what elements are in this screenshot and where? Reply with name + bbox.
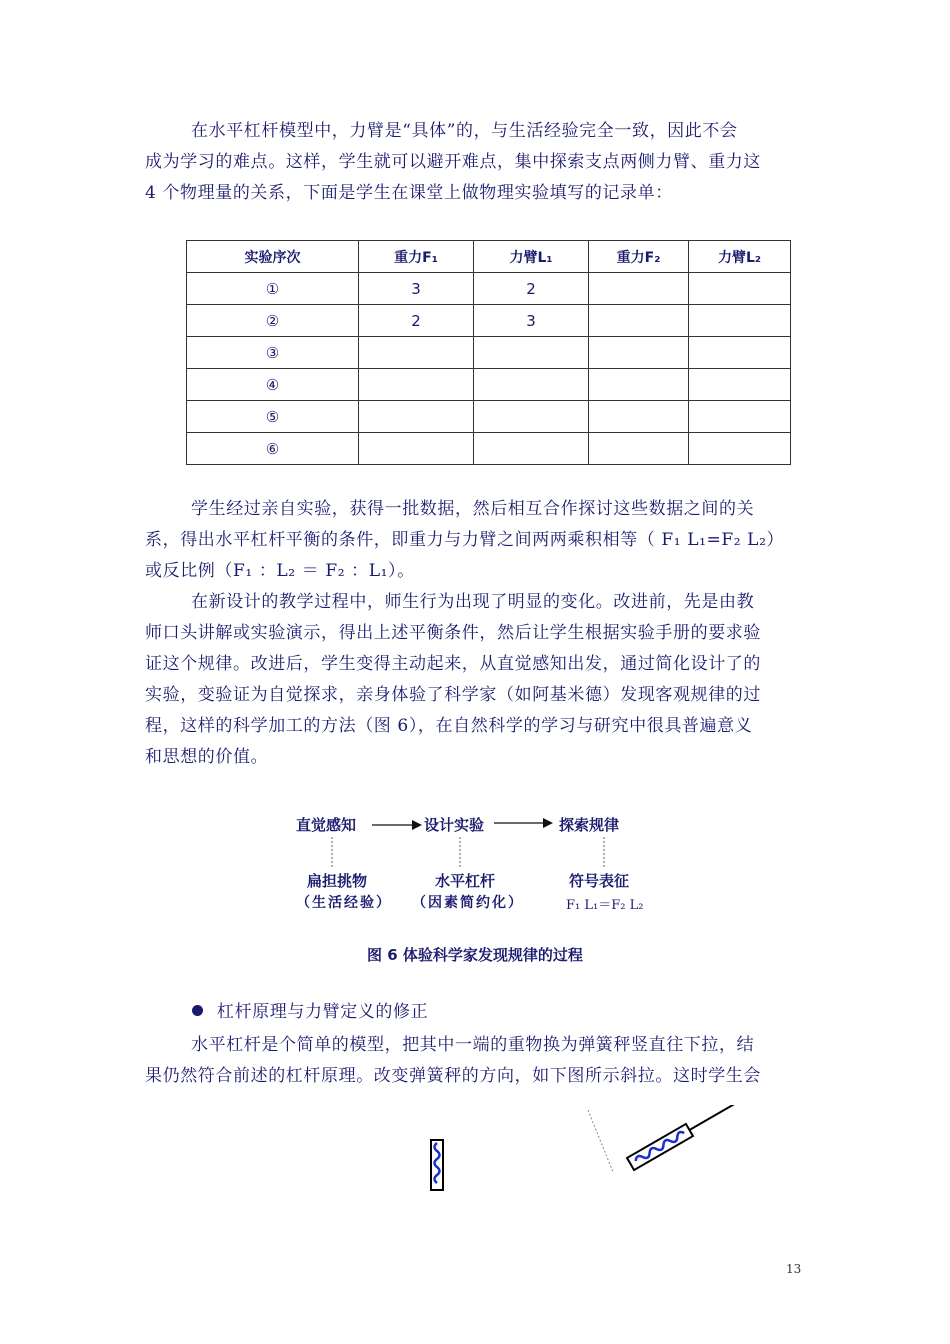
table-cell bbox=[359, 433, 474, 465]
table-cell: 3 bbox=[359, 273, 474, 305]
text-line: 在水平杠杆模型中，力臂是“具体”的，与生活经验完全一致，因此不会 bbox=[191, 121, 738, 141]
table-cell bbox=[589, 433, 689, 465]
text-line: 在新设计的教学过程中，师生行为出现了明显的变化。改进前，先是由教 bbox=[191, 592, 755, 612]
table-row bbox=[187, 305, 791, 337]
sub-symbolic: 符号表征 bbox=[569, 872, 630, 890]
table-cell bbox=[589, 305, 689, 337]
table-header-cell: 重力F₁ bbox=[359, 241, 474, 273]
paragraph-teaching bbox=[145, 587, 807, 773]
table-cell bbox=[359, 401, 474, 433]
step-design-experiment: 设计实验 bbox=[424, 816, 485, 834]
table-cell bbox=[589, 401, 689, 433]
table-cell bbox=[359, 369, 474, 401]
spring-scale-figure bbox=[420, 1105, 760, 1205]
table-row bbox=[187, 433, 791, 465]
table-header-cell: 实验序次 bbox=[187, 241, 359, 273]
angled-spring-scale-icon bbox=[627, 1105, 743, 1170]
sub-horizontal-lever: 水平杠杆 bbox=[435, 872, 496, 890]
table-cell: 2 bbox=[359, 305, 474, 337]
table-cell bbox=[689, 337, 791, 369]
table-cell bbox=[474, 337, 589, 369]
step-explore-law: 探索规律 bbox=[559, 816, 620, 834]
text-line: 水平杠杆是个简单的模型，把其中一端的重物换为弹簧秤竖直往下拉，结 bbox=[191, 1035, 755, 1055]
paragraph-results bbox=[145, 494, 807, 587]
table-cell bbox=[689, 369, 791, 401]
table-row bbox=[187, 273, 791, 305]
table-cell bbox=[474, 401, 589, 433]
sub-carrying-pole: 扁担挑物 bbox=[307, 872, 368, 890]
text-line: 系，得出水平杠杆平衡的条件，即重力与力臂之间两两乘积相等（ F₁ L₁=F₂ L₂） bbox=[145, 530, 785, 550]
text-line: 学生经过亲自实验，获得一批数据，然后相互合作探讨这些数据之间的关 bbox=[191, 499, 755, 519]
table-cell bbox=[359, 337, 474, 369]
text-line: 和思想的价值。 bbox=[145, 747, 269, 767]
section-bullet bbox=[192, 997, 428, 1022]
table-cell bbox=[689, 305, 791, 337]
table-row bbox=[187, 369, 791, 401]
text-line: 师口头讲解或实验演示，得出上述平衡条件，然后让学生根据实验手册的要求验 bbox=[145, 623, 761, 643]
sub-simplification: （因素简约化） bbox=[412, 895, 524, 911]
figure-caption: 图 6 体验科学家发现规律的过程 bbox=[367, 946, 583, 964]
arrow-head-icon bbox=[412, 820, 422, 830]
table-cell: ① bbox=[187, 273, 359, 305]
step-intuition: 直觉感知 bbox=[296, 816, 357, 834]
text-line: 或反比例（F₁ ：L₂ ＝ F₂ ：L₁）。 bbox=[145, 561, 415, 581]
table-cell bbox=[474, 369, 589, 401]
paragraph-lever-principle bbox=[145, 1030, 807, 1092]
table-cell: ② bbox=[187, 305, 359, 337]
table-cell: ③ bbox=[187, 337, 359, 369]
text-line: 果仍然符合前述的杠杆原理。改变弹簧秤的方向，如下图所示斜拉。这时学生会 bbox=[145, 1066, 761, 1086]
table-cell bbox=[689, 433, 791, 465]
table-row bbox=[187, 337, 791, 369]
dotted-reference-line bbox=[588, 1110, 613, 1172]
table-cell bbox=[589, 273, 689, 305]
vertical-spring-scale-icon bbox=[431, 1140, 443, 1190]
table-header-cell: 重力F₂ bbox=[589, 241, 689, 273]
table-cell: ⑥ bbox=[187, 433, 359, 465]
text-line: 实验，变验证为自觉探求，亲身体验了科学家（如阿基米德）发现客观规律的过 bbox=[145, 685, 761, 705]
table-cell: 3 bbox=[474, 305, 589, 337]
table-cell: ⑤ bbox=[187, 401, 359, 433]
text-line: 证这个规律。改进后，学生变得主动起来，从直觉感知出发，通过简化设计了的 bbox=[145, 654, 761, 674]
text-line: 4 个物理量的关系，下面是学生在课堂上做物理实验填写的记录单： bbox=[145, 183, 673, 203]
table-header-cell: 力臂L₁ bbox=[474, 241, 589, 273]
arrow-head-icon bbox=[543, 818, 553, 828]
text-line: 程，这样的科学加工的方法（图 6），在自然科学的学习与研究中很具普遍意义 bbox=[145, 716, 753, 736]
page-number: 13 bbox=[786, 1262, 802, 1276]
experiment-record-table bbox=[186, 240, 791, 465]
table-cell bbox=[474, 433, 589, 465]
table-header-cell: 力臂L₂ bbox=[689, 241, 791, 273]
bullet-dot-icon bbox=[192, 1005, 203, 1016]
bullet-text: 杠杆原理与力臂定义的修正 bbox=[217, 1002, 429, 1022]
table-cell bbox=[589, 369, 689, 401]
text-line: 成为学习的难点。这样，学生就可以避开难点，集中探索支点两侧力臂、重力这 bbox=[145, 152, 761, 172]
table-cell bbox=[689, 273, 791, 305]
paragraph-intro bbox=[145, 116, 807, 209]
table-cell bbox=[689, 401, 791, 433]
table-header-row bbox=[187, 241, 791, 273]
process-diagram bbox=[280, 806, 680, 926]
sub-life-experience: （生活经验） bbox=[296, 895, 392, 911]
table-cell: ④ bbox=[187, 369, 359, 401]
table-cell bbox=[589, 337, 689, 369]
sub-formula: F₁ L₁＝F₂ L₂ bbox=[566, 898, 644, 913]
table-row bbox=[187, 401, 791, 433]
table-cell: 2 bbox=[474, 273, 589, 305]
